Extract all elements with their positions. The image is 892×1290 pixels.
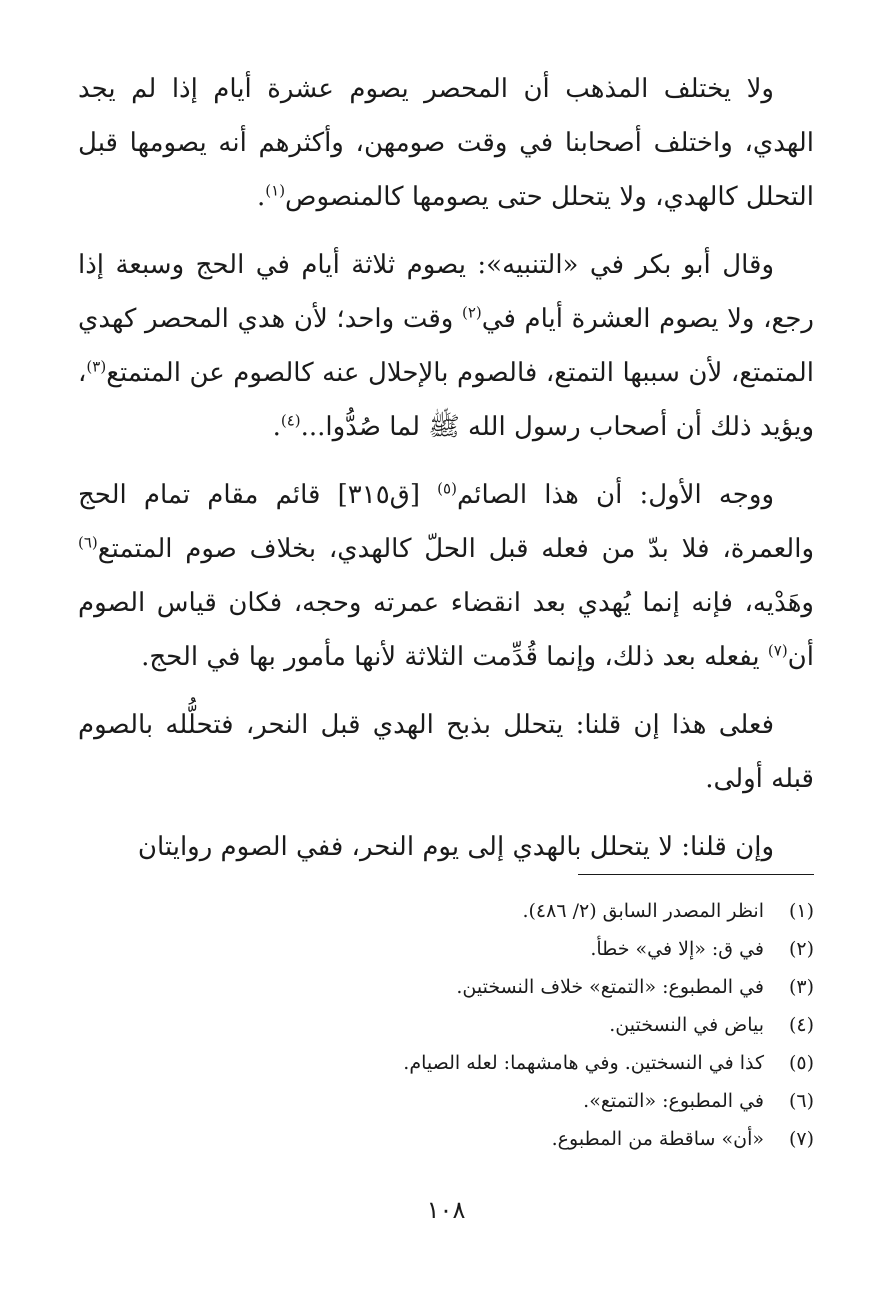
footnote: [78, 1120, 814, 1158]
paragraph: [78, 820, 814, 874]
paragraph-text: .: [257, 182, 266, 212]
paragraph-text: .: [272, 412, 281, 442]
footnote-ref: (٢): [462, 303, 482, 322]
footnote-ref: (٣): [86, 357, 107, 376]
paragraph-text: ولا يختلف المذهب أن المحصر يصوم عشرة أيام إذا لم يجد الهدي، واختلف أصحابنا في وقت صومهن، وأكثرهم أنه يصومها قبل التحلل كالهدي، ولا يتحلل حتى يصومها كالمنصوص: [78, 74, 814, 212]
paragraph: [78, 468, 814, 684]
paragraph-text: وهَدْيه، فإنه إنما يُهدي بعد انقضاء عمرته وحجه، فكان قياس الصوم أن: [78, 588, 814, 672]
page-number: ١٠٨: [426, 1196, 466, 1224]
footnote-text: «أن» ساقطة من المطبوع.: [551, 1128, 764, 1150]
footnote-ref: (٦): [78, 533, 98, 552]
footnotes-list: [78, 892, 814, 1158]
footnote-number: (٢): [788, 938, 814, 960]
paragraph: [78, 62, 814, 224]
footnote-number: (٦): [788, 1090, 814, 1112]
footnote-text: في المطبوع: «التمتع».: [583, 1090, 764, 1112]
paragraph: [78, 698, 814, 806]
footnote: [78, 1044, 814, 1082]
footnote-ref: (٤): [280, 411, 301, 430]
main-text: [78, 62, 814, 888]
paragraph-text: يفعله بعد ذلك، وإنما قُدِّمت الثلاثة لأنها مأمور بها في الحج.: [141, 642, 768, 672]
paragraph-text: فعلى هذا إن قلنا: يتحلل بذبح الهدي قبل النحر، فتحلُّله بالصوم قبله أولى.: [78, 710, 814, 794]
footnote: [78, 968, 814, 1006]
footnote-text: انظر المصدر السابق (٢/ ٤٨٦).: [522, 900, 764, 922]
footnote-ref: (٥): [437, 479, 457, 498]
footnote-ref: (١): [265, 181, 286, 200]
footnote: [78, 1006, 814, 1044]
footnote-divider: [578, 874, 814, 875]
footnote-number: (٧): [788, 1128, 814, 1150]
paragraph-text: ووجه الأول: أن هذا الصائم: [456, 480, 774, 510]
footnote: [78, 930, 814, 968]
footnote-text: في المطبوع: «التمتع» خلاف النسختين.: [456, 976, 764, 998]
footnote-ref: (٧): [767, 641, 788, 660]
paragraph-text: وإن قلنا: لا يتحلل بالهدي إلى يوم النحر، ففي الصوم روايتان: [137, 832, 774, 862]
footnote: [78, 892, 814, 930]
footnote-number: (١): [788, 900, 814, 922]
footnote: [78, 1082, 814, 1120]
paragraph-text: ، ويؤيد ذلك أن أصحاب رسول الله ﷺ لما صُدُّوا...: [78, 358, 814, 442]
footnote-number: (٥): [788, 1052, 814, 1074]
footnote-number: (٤): [788, 1014, 814, 1036]
paragraph: [78, 238, 814, 454]
paragraph-text: وقال أبو بكر في «التنبيه»: يصوم ثلاثة أيام في الحج وسبعة إذا رجع، ولا يصوم العشرة أيام في: [78, 250, 814, 334]
paragraph-text: وقت واحد؛ لأن هدي المحصر كهدي المتمتع، لأن سببها التمتع، فالصوم بالإحلال عنه كالصوم عن المتمتع: [78, 304, 814, 388]
footnote-text: في ق: «إلا في» خطأ.: [590, 938, 764, 960]
footnote-text: كذا في النسختين. وفي هامشهما: لعله الصيام.: [403, 1052, 764, 1074]
footnote-text: بياض في النسختين.: [609, 1014, 764, 1036]
footnote-number: (٣): [788, 976, 814, 998]
paragraph-text: [ق٣١٥] قائم مقام تمام الحج والعمرة، فلا بدّ من فعله قبل الحلّ كالهدي، بخلاف صوم المتمتع: [78, 480, 814, 564]
